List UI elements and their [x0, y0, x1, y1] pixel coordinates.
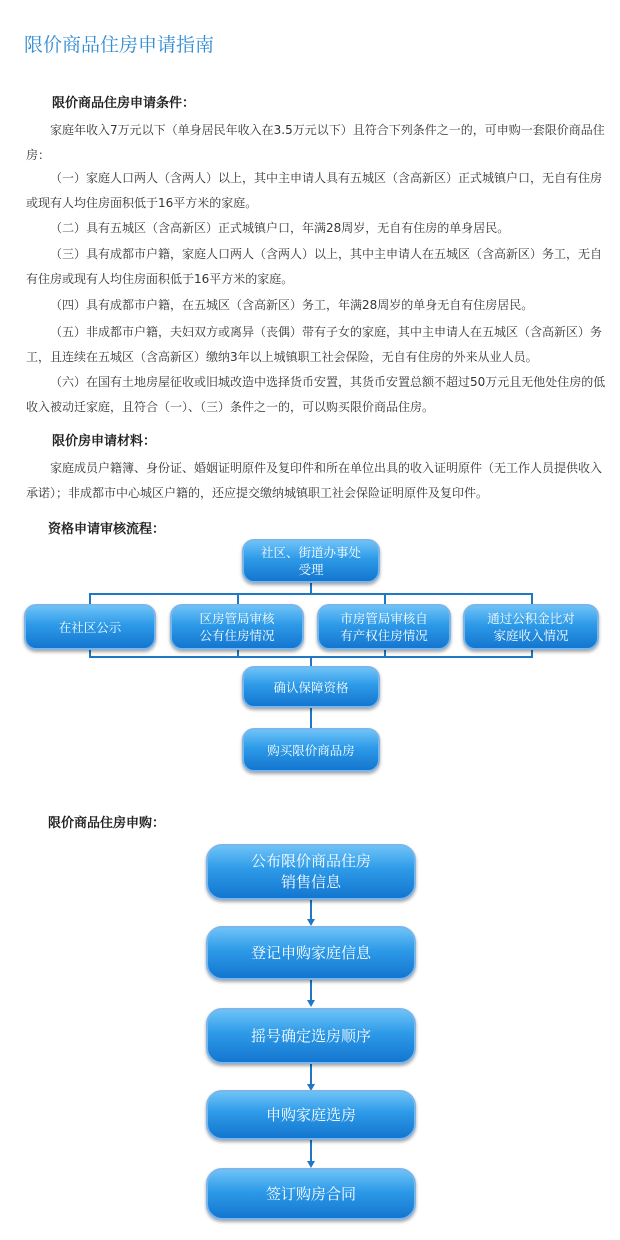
connector-line: [310, 708, 312, 728]
condition-item-5: （五）非成都市户籍，夫妇双方或离异（丧偶）带有子女的家庭，其中主申请人在五城区（含高新区）务工，且连续在五城区（含高新区）缴纳3年以上城镇职工社会保险，无自有住房的外来从业人员。: [26, 325, 603, 364]
page-title: 限价商品住房申请指南: [24, 34, 215, 56]
condition-item-2: （二）具有五城区（含高新区）正式城镇户口，年满28周岁，无自有住房的单身居民。: [50, 221, 510, 235]
purchase-step-register: 登记申购家庭信息: [206, 926, 416, 980]
review-node-accept: 社区、街道办事处 受理: [242, 539, 380, 583]
review-node-fund-check: 通过公积金比对 家庭收入情况: [463, 604, 599, 650]
conditions-heading: 限价商品住房申请条件：: [52, 96, 196, 111]
purchase-flow-heading: 限价商品住房申购：: [48, 816, 166, 831]
condition-item-6: （六）在国有土地房屋征收或旧城改造中选择货币安置，其货币安置总额不超过50万元且无他处住房的低收入被动迁家庭，且符合（一）、（三）条件之一的，可以购买限价商品住房。: [26, 375, 606, 414]
condition-item-1: （一）家庭人口两人（含两人）以上，其中主申请人具有五城区（含高新区）正式城镇户口，无自有住房或现有人均住房面积低于16平方米的家庭。: [26, 171, 603, 210]
review-node-confirm: 确认保障资格: [242, 666, 380, 708]
review-node-city-check: 市房管局审核自 有产权住房情况: [317, 604, 451, 650]
connector-line: [89, 593, 533, 595]
review-node-district-check: 区房管局审核 公有住房情况: [170, 604, 304, 650]
purchase-step-publish: 公布限价商品住房 销售信息: [206, 844, 416, 900]
connector-line: [310, 980, 312, 1001]
purchase-step-contract: 签订购房合同: [206, 1168, 416, 1220]
materials-text: 家庭成员户籍簿、身份证、婚姻证明原件及复印件和所在单位出具的收入证明原件（无工作人员提供收入承诺）；非成都市中心城区户籍的，还应提交缴纳城镇职工社会保险证明原件及复印件。: [26, 461, 603, 500]
arrow-down-icon: [307, 919, 315, 926]
condition-item-4: （四）具有成都市户籍，在五城区（含高新区）务工，年满28周岁的单身无自有住房居民。: [50, 298, 534, 312]
condition-item-3: （三）具有成都市户籍，家庭人口两人（含两人）以上，其中主申请人在五城区（含高新区）务工，无自有住房或现有人均住房面积低于16平方米的家庭。: [26, 247, 603, 286]
conditions-intro: 家庭年收入7万元以下（单身居民年收入在3.5万元以下）且符合下列条件之一的，可申购一套限价商品住房：: [26, 123, 605, 162]
materials-heading: 限价房申请材料：: [52, 434, 157, 449]
purchase-step-select: 申购家庭选房: [206, 1090, 416, 1140]
connector-line: [310, 1064, 312, 1085]
connector-line: [310, 656, 312, 666]
connector-line: [310, 899, 312, 920]
purchase-step-lottery: 摇号确定选房顺序: [206, 1008, 416, 1064]
arrow-down-icon: [307, 1161, 315, 1168]
connector-line: [310, 1140, 312, 1162]
review-node-buy: 购买限价商品房: [242, 728, 380, 772]
review-node-publicity: 在社区公示: [24, 604, 156, 650]
arrow-down-icon: [307, 1000, 315, 1007]
review-flow-heading: 资格申请审核流程：: [48, 522, 166, 537]
